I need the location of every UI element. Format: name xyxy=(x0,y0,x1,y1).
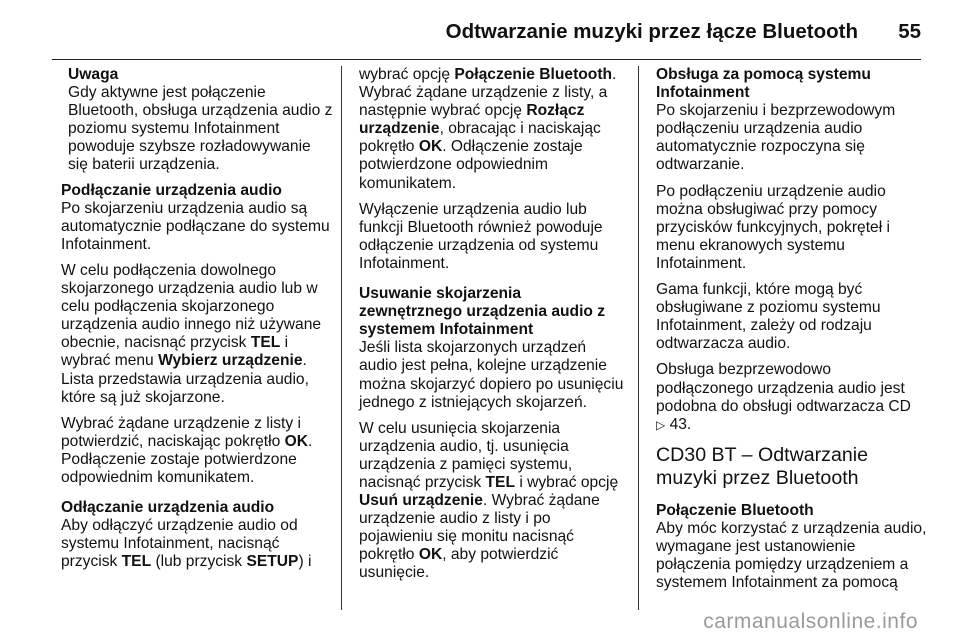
page-reference[interactable]: 43. xyxy=(669,415,692,433)
button-name-setup: SETUP xyxy=(246,553,299,571)
page-header xyxy=(0,0,960,62)
header-rule xyxy=(52,59,921,60)
heading-bluetooth-connection: Połączenie Bluetooth xyxy=(656,501,814,519)
watermark: carmanualsonline.info xyxy=(703,610,918,633)
option-name: Usuń urządzenie xyxy=(359,492,483,510)
note-text: Gdy aktywne jest połączenie Bluetooth, obsługa urządzenia audio z poziomu systemu Infotainment powoduje szybsze rozładowywanie się baterii urządzenia. xyxy=(68,84,333,174)
column-1 xyxy=(61,66,333,579)
paragraph: Wybrać żądane urządzenie z listy i potwierdzić, naciskając pokrętło OK. Podłączenie zostaje potwierdzone odpowiednim komunikatem. xyxy=(61,414,313,486)
paragraph: Wyłączenie urządzenia audio lub funkcji Bluetooth również powoduje odłączenie urządzenia od systemu Infotainment. xyxy=(359,200,603,272)
running-title: Odtwarzanie muzyki przez łącze Bluetooth xyxy=(445,20,858,43)
option-name: Rozłącz urządzenie xyxy=(359,102,585,138)
paragraph: Obsługa bezprzewodowo podłączonego urządzenia audio jest podobna do obsługi odtwarzacza CD ▷ 43. xyxy=(656,361,911,433)
note-box xyxy=(61,66,333,175)
heading-remove-pairing: Usuwanie skojarzenia zewnętrznego urządzenia audio z systemem Infotainment xyxy=(359,285,606,339)
button-name-ok: OK xyxy=(418,546,443,564)
paragraph: W celu usunięcia skojarzenia urządzenia audio, tj. usunięcia urządzenia z pamięci systemu, nacisnąć przycisk TEL i wybrać opcję Usuń urządzenie. Wybrać żądane urządzenie audio z listy i po pojawieniu się monitu nacisnąć pokrętło OK, aby potwierdzić usunięcie. xyxy=(359,419,619,582)
heading-operate: Obsługa za pomocą systemu Infotainment xyxy=(656,66,871,102)
note-title: Uwaga xyxy=(68,66,119,83)
menu-name: Wybierz urządzenie xyxy=(158,352,303,370)
button-name-ok: OK xyxy=(418,138,443,156)
paragraph: W celu podłączenia dowolnego skojarzonego urządzenia audio lub w celu podłączenia skojarzonego urządzenia audio innego niż używane obecnie, nacisnąć przycisk TEL i wybrać menu Wybierz urządzenie. Lista przedstawia urządzenia audio, które są już skojarzone. xyxy=(61,261,322,406)
heading-connect-audio: Podłączanie urządzenia audio xyxy=(61,181,282,199)
paragraph: Po podłączeniu urządzenie audio można obsługiwać przy pomocy przycisków funkcyjnych, pokręteł i menu ekranowych systemu Infotainment. xyxy=(656,182,890,272)
page-number: 55 xyxy=(898,20,921,43)
section-heading: CD30 BT – Odtwarzanie muzyki przez Bluetooth xyxy=(656,443,869,489)
button-name-tel: TEL xyxy=(121,553,152,571)
paragraph: Po skojarzeniu urządzenia audio są automatycznie podłączane do systemu Infotainment. xyxy=(61,199,330,253)
paragraph: Jeśli lista skojarzonych urządzeń audio jest pełna, kolejne urządzenie można skojarzyć dopiero po usunięciu jednego z istniejących skojarzeń. xyxy=(359,339,624,411)
heading-disconnect-audio: Odłączanie urządzenia audio xyxy=(61,499,275,517)
triangle-right-icon: ▷ xyxy=(656,417,666,432)
button-name-ok: OK xyxy=(284,432,309,450)
button-name-tel: TEL xyxy=(250,334,281,352)
button-name-tel: TEL xyxy=(485,473,515,491)
column-divider-2 xyxy=(638,66,639,610)
paragraph: Gama funkcji, które mogą być obsługiwane z poziomu systemu Infotainment, zależy od rodzaju odtwarzacza audio. xyxy=(656,281,881,353)
column-3 xyxy=(656,66,928,600)
paragraph: wybrać opcję Połączenie Bluetooth. Wybrać żądane urządzenie z listy, a następnie wybrać opcję Rozłącz urządzenie, obracając i naciskając pokrętło OK. Odłączenie zostaje potwierdzone odpowiednim komunikatem. xyxy=(359,66,617,192)
paragraph: Po skojarzeniu i bezprzewodowym podłączeniu urządzenia audio automatycznie rozpoczyna się odtwarzanie. xyxy=(656,102,896,174)
paragraph: Aby móc korzystać z urządzenia audio, wymagane jest ustanowienie połączenia pomiędzy urządzeniem a systemem Infotainment za pomocą xyxy=(656,519,927,592)
column-divider-1 xyxy=(341,66,342,610)
paragraph: Aby odłączyć urządzenie audio od systemu Infotainment, nacisnąć przycisk TEL (lub przycisk SETUP) i xyxy=(61,517,312,571)
option-name: Połączenie Bluetooth xyxy=(454,66,613,83)
column-2 xyxy=(359,66,627,591)
